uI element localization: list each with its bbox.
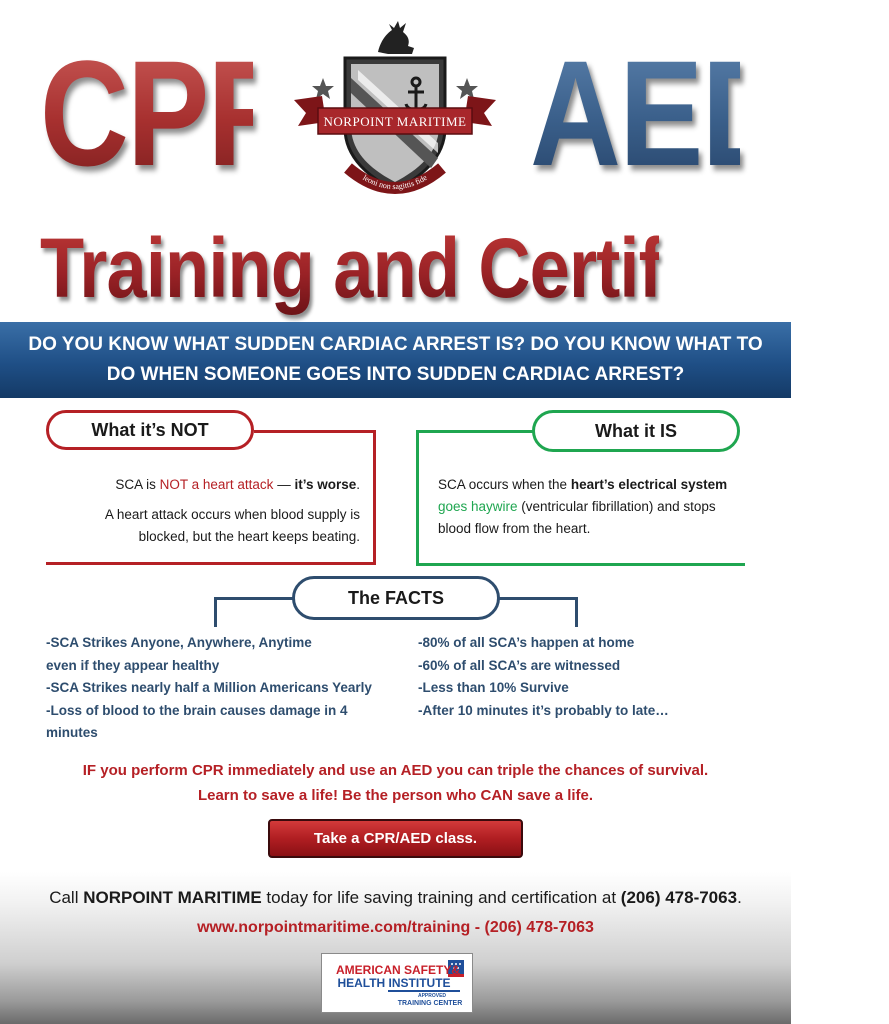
call-e: . bbox=[737, 888, 742, 907]
training-certification-heading: Training and Certification bbox=[40, 221, 889, 315]
badge-training-center: TRAINING CENTER bbox=[397, 1000, 463, 1007]
not-box-p2: A heart attack occurs when blood supply is blocked, but the heart keeps beating. bbox=[104, 507, 360, 544]
norpoint-maritime-crest-logo bbox=[288, 18, 502, 214]
website-link[interactable]: www.norpointmaritime.com/training - (206) 478-7063 bbox=[197, 919, 594, 936]
fact-item: -60% of all SCA’s are witnessed bbox=[418, 657, 621, 673]
facts-left-line bbox=[214, 597, 294, 600]
not-p1-a: SCA is bbox=[115, 477, 160, 492]
not-box-p1 bbox=[60, 474, 360, 496]
fact-item: minutes bbox=[46, 725, 98, 740]
cpr-heading: CPR bbox=[40, 29, 295, 197]
facts-left-drop bbox=[214, 597, 217, 627]
fact-item: -SCA Strikes nearly half a Million Americans Yearly bbox=[46, 680, 372, 695]
call-to-action-text bbox=[0, 888, 791, 908]
is-box-top-line bbox=[416, 430, 536, 433]
call-c: today for life saving training and certification at bbox=[261, 888, 621, 907]
question-banner bbox=[0, 322, 791, 398]
survival-statement: IF you perform CPR immediately and use an AED you can triple the chances of survival. bbox=[82, 762, 709, 779]
what-its-not-heading: What it’s NOT bbox=[46, 410, 254, 450]
star-icon-right bbox=[456, 78, 478, 99]
ashi-approved-badge-logo bbox=[321, 953, 473, 1013]
is-box-text bbox=[438, 474, 743, 540]
fact-item: even if they appear healthy bbox=[46, 657, 220, 673]
fact-item: -After 10 minutes it’s probably to late… bbox=[418, 702, 669, 718]
call-a: Call bbox=[49, 888, 84, 907]
not-box-bottom-line bbox=[46, 562, 376, 565]
fact-item: -SCA Strikes Anyone, Anywhere, Anytime bbox=[46, 635, 312, 650]
banner-line-2: DO WHEN SOMEONE GOES INTO SUDDEN CARDIAC ARREST? bbox=[106, 364, 685, 385]
not-box-top-line bbox=[254, 430, 376, 433]
company-name: NORPOINT MARITIME bbox=[83, 888, 262, 907]
is-box-bottom-line bbox=[416, 563, 745, 566]
phone-number[interactable]: (206) 478-7063 bbox=[620, 888, 738, 907]
its-worse-text: it’s worse bbox=[294, 477, 357, 492]
what-it-is-heading: What it IS bbox=[532, 410, 740, 452]
aed-heading: AED bbox=[530, 29, 791, 197]
badge-line-1: AMERICAN SAFETY& bbox=[335, 963, 461, 977]
facts-right-line bbox=[498, 597, 578, 600]
deer-icon bbox=[378, 21, 414, 54]
take-class-button[interactable]: Take a CPR/AED class. bbox=[268, 819, 523, 858]
badge-approved: APPROVED bbox=[417, 993, 447, 999]
not-p1-dash: — bbox=[273, 477, 295, 492]
fact-item: -Loss of blood to the brain causes damage in 4 bbox=[46, 702, 348, 718]
not-box-right-line bbox=[373, 430, 376, 565]
not-heart-attack-highlight: NOT a heart attack bbox=[159, 477, 274, 492]
not-p1-period: . bbox=[356, 477, 360, 492]
the-facts-heading: The FACTS bbox=[292, 576, 500, 620]
is-box-left-line bbox=[416, 430, 419, 566]
svg-text:leoni non sagittis fide: leoni non sagittis fide bbox=[361, 172, 429, 192]
is-p-d: (ventricular fibrillation) and stops blood flow from the heart. bbox=[438, 499, 716, 536]
fact-item: -80% of all SCA’s happen at home bbox=[418, 635, 635, 650]
facts-right-list bbox=[418, 632, 758, 722]
goes-haywire-highlight: goes haywire bbox=[438, 499, 518, 514]
banner-line-1: DO YOU KNOW WHAT SUDDEN CARDIAC ARREST IS? DO YOU KNOW WHAT TO bbox=[28, 334, 763, 355]
facts-left-list bbox=[46, 632, 386, 745]
ashi-badge-graphic bbox=[322, 954, 472, 1012]
not-box-text bbox=[60, 474, 360, 548]
star-icon-left bbox=[312, 78, 334, 99]
electrical-system-text: heart’s electrical system bbox=[570, 477, 728, 492]
badge-line-2: HEALTH INSTITUTE bbox=[337, 976, 451, 990]
fact-item: -Less than 10% Survive bbox=[418, 680, 569, 695]
is-p-a: SCA occurs when the bbox=[438, 477, 571, 492]
facts-right-drop bbox=[575, 597, 578, 627]
svg-text:NORPOINT MARITIME: NORPOINT MARITIME bbox=[323, 114, 467, 129]
save-a-life-statement: Learn to save a life! Be the person who CAN save a life. bbox=[197, 787, 594, 804]
